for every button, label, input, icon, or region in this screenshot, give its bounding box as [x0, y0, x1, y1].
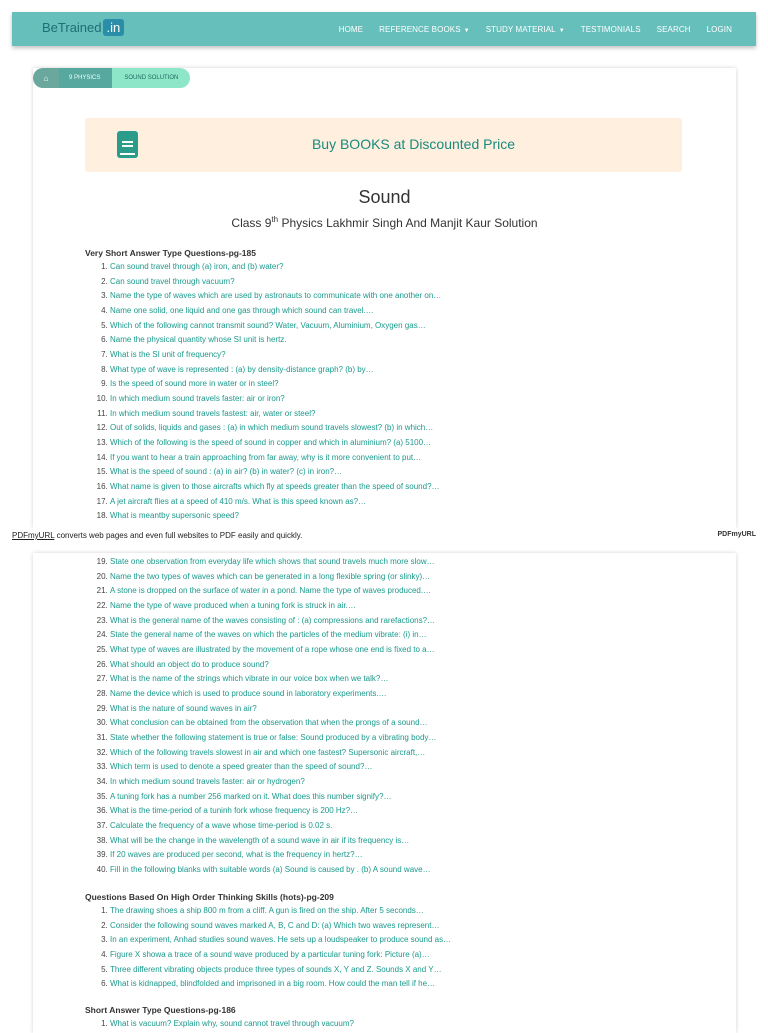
question-link[interactable]: 40. Fill in the following blanks with suitable words (a) Sound is caused by . (b) A sound wave…	[110, 863, 630, 878]
nav-home[interactable]: HOME	[338, 24, 364, 34]
pdf-footer-bar	[0, 528, 768, 544]
question-link[interactable]: 4. Name one solid, one liquid and one gas through which sound can travel.…	[110, 304, 630, 319]
question-link[interactable]: 19. State one observation from everyday life which shows that sound travels much more slow…	[110, 555, 630, 570]
question-link[interactable]: 1. What is vacuum? Explain why, sound cannot travel through vacuum?	[110, 1017, 630, 1032]
question-list-short-answer	[85, 1017, 630, 1032]
question-link[interactable]: 16. What name is given to those aircrafts which fly at speeds greater than the speed of sound?…	[110, 480, 630, 495]
question-link[interactable]: 5. Which of the following cannot transmit sound? Water, Vacuum, Aluminium, Oxygen gas…	[110, 319, 630, 334]
home-icon[interactable]: ⌂	[33, 68, 59, 88]
question-link[interactable]: 8. What type of wave is represented : (a) by density-distance graph? (b) by…	[110, 363, 630, 378]
question-link[interactable]: 27. What is the name of the strings which vibrate in our voice box when we talk?…	[110, 672, 630, 687]
page-subtitle	[33, 215, 736, 230]
question-list-continued	[85, 555, 630, 878]
question-link[interactable]: 18. What is meantby supersonic speed?	[110, 509, 630, 524]
pdfmyurl-link[interactable]: PDFmyURL	[12, 531, 55, 540]
nav-study-material-label: STUDY MATERIAL	[485, 24, 556, 34]
question-link[interactable]: 23. What is the general name of the waves consisting of : (a) compressions and rarefactions?…	[110, 614, 630, 629]
question-link[interactable]: 10. In which medium sound travels faster: air or iron?	[110, 392, 630, 407]
question-link[interactable]: 32. Which of the following travels slowest in air and which one fastest? Supersonic aircraft,…	[110, 746, 630, 761]
question-link[interactable]: 33. Which term is used to denote a speed greater than the speed of sound?…	[110, 760, 630, 775]
nav-search[interactable]: SEARCH	[656, 24, 691, 34]
logo-suffix: .in	[103, 19, 125, 36]
question-link[interactable]: 9. Is the speed of sound more in water or in steel?	[110, 377, 630, 392]
nav-reference-books-label: REFERENCE BOOKS	[379, 24, 461, 34]
subtitle-sup: th	[271, 215, 279, 224]
question-link[interactable]: 1. Can sound travel through (a) iron, and (b) water?	[110, 260, 630, 275]
page-title: Sound	[358, 187, 411, 207]
question-link[interactable]: 29. What is the nature of sound waves in air?	[110, 702, 630, 717]
question-link[interactable]: 22. Name the type of wave produced when a tuning fork is struck in air.…	[110, 599, 630, 614]
nav-reference-books[interactable]	[379, 25, 470, 34]
promo-text: Buy BOOKS at Discounted Price	[311, 136, 516, 152]
question-link[interactable]: 35. A tuning fork has a number 256 marked on it. What does this number signify?…	[110, 790, 630, 805]
breadcrumb	[33, 68, 190, 88]
section-heading-short-answer: Short Answer Type Questions-pg-186	[85, 1005, 236, 1015]
question-link[interactable]: 24. State the general name of the waves on which the particles of the medium vibrate: (i) in…	[110, 628, 630, 643]
caret-down-icon: ▼	[558, 27, 565, 34]
caret-down-icon: ▼	[463, 27, 470, 34]
site-logo[interactable]	[42, 20, 124, 35]
top-navbar	[12, 12, 756, 46]
question-link[interactable]: 17. A jet aircraft flies at a speed of 410 m/s. What is this speed known as?…	[110, 495, 630, 510]
question-link[interactable]: 6. What is kidnapped, blindfolded and imprisoned in a big room. How could the man tell if he…	[110, 977, 630, 992]
breadcrumb-item-9physics[interactable]: 9 PHYSICS	[59, 68, 112, 88]
question-link[interactable]: 28. Name the device which is used to produce sound in laboratory experiments.…	[110, 687, 630, 702]
pdf-footer-message: converts web pages and even full websites to PDF easily and quickly.	[54, 531, 303, 540]
subtitle-class: Class 9	[231, 216, 272, 230]
nav-study-material[interactable]	[486, 25, 565, 34]
main-nav	[339, 12, 732, 46]
question-link[interactable]: 26. What should an object do to produce sound?	[110, 658, 630, 673]
breadcrumb-item-current: SOUND SOLUTION	[112, 68, 190, 88]
question-link[interactable]: 4. Figure X showa a trace of a sound wave produced by a particular tuning fork: Picture (a)…	[110, 948, 630, 963]
promo-banner[interactable]	[85, 118, 682, 172]
question-link[interactable]: 3. Name the type of waves which are used by astronauts to communicate with one another on…	[110, 289, 630, 304]
subtitle-rest: Physics Lakhmir Singh And Manjit Kaur Solution	[278, 216, 538, 230]
question-link[interactable]: 12. Out of solids, liquids and gases : (a) in which medium sound travels slowest? (b) in which…	[110, 421, 630, 436]
question-link[interactable]: 7. What is the SI unit of frequency?	[110, 348, 630, 363]
question-link[interactable]: 2. Consider the following sound waves marked A, B, C and D: (a) Which two waves represent…	[110, 919, 630, 934]
question-link[interactable]: 31. State whether the following statement is true or false: Sound produced by a vibrating body…	[110, 731, 630, 746]
question-link[interactable]: 21. A stone is dropped on the surface of water in a pond. Name the type of waves produced.…	[110, 584, 630, 599]
question-link[interactable]: 39. If 20 waves are produced per second, what is the frequency in hertz?…	[110, 848, 630, 863]
question-link[interactable]: 13. Which of the following is the speed of sound in copper and which in aluminium? (a) 5100…	[110, 436, 630, 451]
logo-text: BeTrained	[42, 20, 102, 35]
question-link[interactable]: 38. What will be the change in the wavelength of a sound wave in air if its frequency is…	[110, 834, 630, 849]
question-link[interactable]: 1. The drawing shoes a ship 800 m from a cliff. A gun is fired on the ship. After 5 seconds…	[110, 904, 630, 919]
question-link[interactable]: 25. What type of waves are illustrated by the movement of a rope whose one end is fixed to a…	[110, 643, 630, 658]
pdfmyurl-logo[interactable]: PDFmyURL	[717, 531, 756, 538]
question-list	[85, 260, 630, 524]
question-link[interactable]: 14. If you want to hear a train approaching from far away, why is it more convenient to put…	[110, 451, 630, 466]
question-link[interactable]: 5. Three different vibrating objects produce three types of sounds X, Y and Z. Sounds X and Y…	[110, 963, 630, 978]
question-link[interactable]: 34. In which medium sound travels faster: air or hydrogen?	[110, 775, 630, 790]
question-link[interactable]: 30. What conclusion can be obtained from the observation that when the prongs of a sound…	[110, 716, 630, 731]
section-heading-hots: Questions Based On High Order Thinking Skills (hots)-pg-209	[85, 892, 334, 902]
nav-login[interactable]: LOGIN	[706, 24, 732, 34]
pdf-footer-text	[12, 531, 302, 540]
question-list-hots	[85, 904, 630, 992]
question-link[interactable]: 20. Name the two types of waves which can be generated in a long flexible spring (or slinky)…	[110, 570, 630, 585]
question-link[interactable]: 37. Calculate the frequency of a wave whose time-period is 0.02 s.	[110, 819, 630, 834]
question-link[interactable]: 15. What is the speed of sound : (a) in air? (b) in water? (c) in iron?…	[110, 465, 630, 480]
nav-testimonials[interactable]: TESTIMONIALS	[580, 24, 641, 34]
question-link[interactable]: 6. Name the physical quantity whose SI unit is hertz.	[110, 333, 630, 348]
section-heading-very-short: Very Short Answer Type Questions-pg-185	[85, 248, 256, 258]
question-link[interactable]: 36. What is the time-period of a tuninh fork whose frequency is 200 Hz?…	[110, 804, 630, 819]
question-link[interactable]: 11. In which medium sound travels fastest: air, water or steel?	[110, 407, 630, 422]
question-link[interactable]: 2. Can sound travel through vacuum?	[110, 275, 630, 290]
question-link[interactable]: 3. In an experiment, Anhad studies sound waves. He sets up a loudspeaker to produce sound as…	[110, 933, 630, 948]
